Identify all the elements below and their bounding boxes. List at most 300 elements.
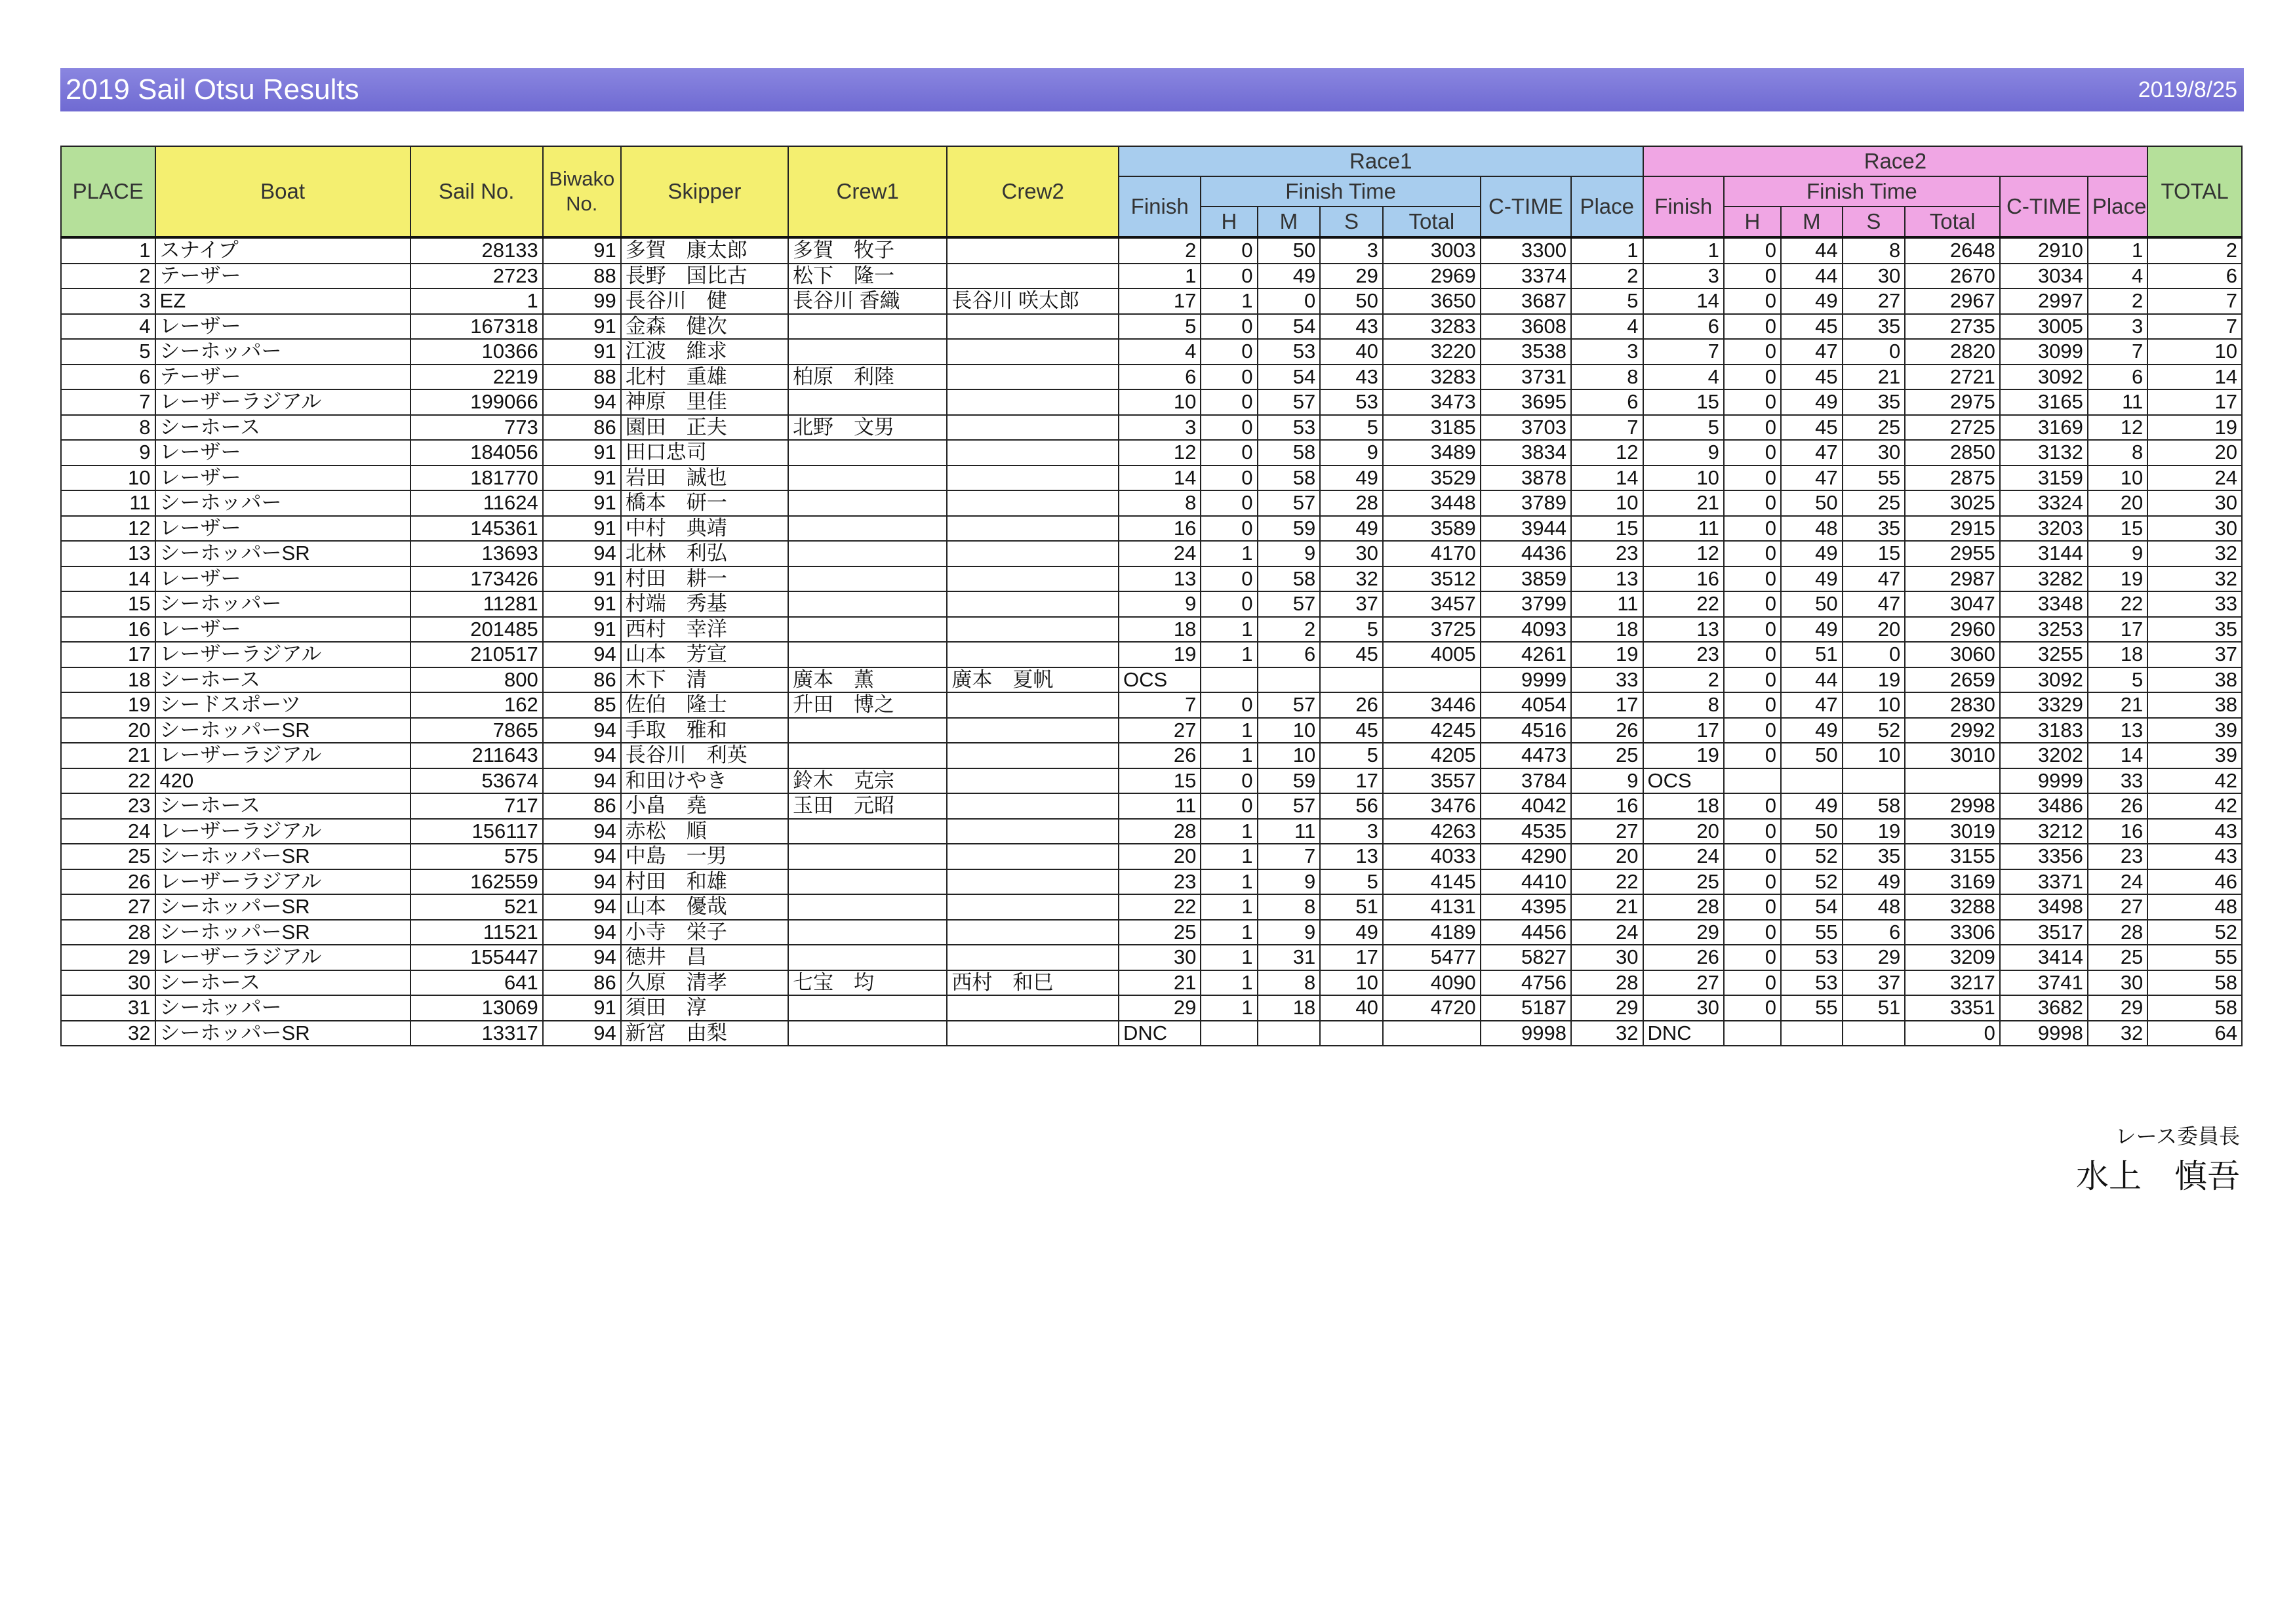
table-cell: 1 bbox=[1643, 237, 1724, 264]
table-cell: 23 bbox=[1119, 869, 1201, 895]
table-cell: 12 bbox=[1643, 541, 1724, 566]
table-cell: 0 bbox=[1724, 365, 1781, 390]
table-cell: 3217 bbox=[1905, 970, 2000, 996]
table-cell: 25 bbox=[1643, 869, 1724, 895]
table-cell: 0 bbox=[1724, 970, 1781, 996]
table-cell: 16 bbox=[61, 617, 155, 643]
table-cell: 3019 bbox=[1905, 819, 2000, 844]
table-cell: 49 bbox=[1781, 389, 1843, 415]
table-cell: 2670 bbox=[1905, 264, 2000, 289]
table-cell bbox=[788, 440, 947, 465]
table-cell: 3010 bbox=[1905, 743, 2000, 768]
table-cell: 88 bbox=[543, 365, 621, 390]
table-cell: 20 bbox=[1119, 844, 1201, 869]
table-cell: 4535 bbox=[1481, 819, 1571, 844]
table-cell: 3589 bbox=[1383, 516, 1481, 542]
table-cell: 9 bbox=[1320, 440, 1383, 465]
table-cell: 3799 bbox=[1481, 591, 1571, 617]
table-cell bbox=[788, 869, 947, 895]
table-cell: 0 bbox=[1201, 415, 1257, 441]
table-cell: 43 bbox=[2147, 819, 2242, 844]
table-cell: 94 bbox=[543, 642, 621, 667]
table-cell: 49 bbox=[1320, 516, 1383, 542]
race1-total: Total bbox=[1383, 207, 1481, 237]
table-cell: 1 bbox=[61, 237, 155, 264]
table-cell: 9 bbox=[1258, 869, 1321, 895]
table-cell: 3476 bbox=[1383, 793, 1481, 819]
table-cell: 3132 bbox=[2000, 440, 2088, 465]
table-cell: 38 bbox=[2147, 692, 2242, 718]
table-cell: 14 bbox=[61, 566, 155, 592]
table-cell: 3944 bbox=[1481, 516, 1571, 542]
table-cell: 3202 bbox=[2000, 743, 2088, 768]
table-cell: 3185 bbox=[1383, 415, 1481, 441]
table-cell: 3695 bbox=[1481, 389, 1571, 415]
table-cell: 4 bbox=[61, 314, 155, 340]
table-cell: 玉田 元昭 bbox=[788, 793, 947, 819]
table-cell: 3329 bbox=[2000, 692, 2088, 718]
table-cell: 27 bbox=[1643, 970, 1724, 996]
table-cell: 0 bbox=[1724, 591, 1781, 617]
table-cell: 30 bbox=[1119, 945, 1201, 970]
table-cell: 4205 bbox=[1383, 743, 1481, 768]
table-cell: 26 bbox=[1320, 692, 1383, 718]
table-cell: 9998 bbox=[1481, 1021, 1571, 1046]
table-cell: 2820 bbox=[1905, 339, 2000, 365]
table-cell: 17 bbox=[1571, 692, 1643, 718]
table-cell: 26 bbox=[2088, 793, 2147, 819]
table-cell bbox=[947, 465, 1119, 491]
table-cell: 0 bbox=[1201, 591, 1257, 617]
table-row bbox=[61, 490, 2242, 516]
table-cell: 35 bbox=[1843, 314, 1906, 340]
table-cell: 6 bbox=[2088, 365, 2147, 390]
table-cell bbox=[947, 819, 1119, 844]
table-cell: 長谷川 咲太郎 bbox=[947, 288, 1119, 314]
table-cell: 手取 雅和 bbox=[621, 718, 788, 743]
table-cell: 8 bbox=[1258, 894, 1321, 920]
table-cell: 13 bbox=[2088, 718, 2147, 743]
table-cell: 25 bbox=[2088, 945, 2147, 970]
table-row bbox=[61, 768, 2242, 794]
table-cell: 0 bbox=[1724, 920, 1781, 945]
table-cell: 4042 bbox=[1481, 793, 1571, 819]
table-cell: シーホッパーSR bbox=[155, 920, 410, 945]
table-cell: 20 bbox=[2147, 440, 2242, 465]
table-cell: 0 bbox=[1724, 389, 1781, 415]
table-cell: 12 bbox=[61, 516, 155, 542]
table-cell: 35 bbox=[2147, 617, 2242, 643]
table-cell: 1 bbox=[1119, 264, 1201, 289]
table-cell: 47 bbox=[1843, 566, 1906, 592]
table-cell: 2 bbox=[1643, 667, 1724, 693]
table-row bbox=[61, 642, 2242, 667]
table-cell: 5 bbox=[1320, 869, 1383, 895]
table-cell: 22 bbox=[1119, 894, 1201, 920]
table-cell: 4290 bbox=[1481, 844, 1571, 869]
table-row bbox=[61, 743, 2242, 768]
table-cell: 4456 bbox=[1481, 920, 1571, 945]
race2-header: Race2 bbox=[1643, 146, 2148, 176]
table-cell: 99 bbox=[543, 288, 621, 314]
table-cell: 0 bbox=[1724, 894, 1781, 920]
table-cell: シーホース bbox=[155, 667, 410, 693]
table-cell: 21 bbox=[1843, 365, 1906, 390]
table-cell: 7 bbox=[61, 389, 155, 415]
table-cell: 641 bbox=[410, 970, 543, 996]
table-cell: 14 bbox=[2088, 743, 2147, 768]
table-cell: 167318 bbox=[410, 314, 543, 340]
table-cell: 53 bbox=[1258, 339, 1321, 365]
table-cell: 2987 bbox=[1905, 566, 2000, 592]
table-row bbox=[61, 465, 2242, 491]
table-cell: 54 bbox=[1258, 365, 1321, 390]
table-cell: 7 bbox=[1571, 415, 1643, 441]
table-cell bbox=[947, 617, 1119, 643]
table-cell: 2219 bbox=[410, 365, 543, 390]
table-cell: 30 bbox=[2088, 970, 2147, 996]
table-cell: 9 bbox=[61, 440, 155, 465]
table-cell: 50 bbox=[1781, 743, 1843, 768]
table-cell: 26 bbox=[61, 869, 155, 895]
table-cell: 94 bbox=[543, 541, 621, 566]
table-cell: 27 bbox=[2088, 894, 2147, 920]
table-cell: 3414 bbox=[2000, 945, 2088, 970]
table-cell: 8 bbox=[61, 415, 155, 441]
col-place: PLACE bbox=[61, 146, 155, 237]
table-cell: 3159 bbox=[2000, 465, 2088, 491]
table-cell: 17 bbox=[61, 642, 155, 667]
table-cell: 22 bbox=[1643, 591, 1724, 617]
table-cell: 18 bbox=[2088, 642, 2147, 667]
table-cell: 33 bbox=[1571, 667, 1643, 693]
table-cell: 3457 bbox=[1383, 591, 1481, 617]
table-cell: 3165 bbox=[2000, 389, 2088, 415]
table-cell: 5 bbox=[1119, 314, 1201, 340]
table-cell: 94 bbox=[543, 844, 621, 869]
table-cell: DNC bbox=[1119, 1021, 1201, 1046]
table-cell: レーザー bbox=[155, 617, 410, 643]
table-cell: 35 bbox=[1843, 844, 1906, 869]
table-cell: 0 bbox=[1724, 793, 1781, 819]
table-cell: 2997 bbox=[2000, 288, 2088, 314]
table-cell: 3731 bbox=[1481, 365, 1571, 390]
table-cell: 49 bbox=[1781, 718, 1843, 743]
table-cell: 49 bbox=[1258, 264, 1321, 289]
table-row bbox=[61, 516, 2242, 542]
table-cell: 0 bbox=[1724, 516, 1781, 542]
table-cell bbox=[947, 541, 1119, 566]
table-cell: 17 bbox=[1119, 288, 1201, 314]
table-cell: 0 bbox=[1724, 314, 1781, 340]
table-cell: 28 bbox=[61, 920, 155, 945]
table-cell: 11 bbox=[1571, 591, 1643, 617]
table-cell: 29 bbox=[1571, 995, 1643, 1021]
table-cell: 3 bbox=[61, 288, 155, 314]
table-cell: 9 bbox=[1571, 768, 1643, 794]
table-cell: 57 bbox=[1258, 692, 1321, 718]
table-cell: 3538 bbox=[1481, 339, 1571, 365]
race2-s: S bbox=[1843, 207, 1906, 237]
table-cell: OCS bbox=[1643, 768, 1724, 794]
table-cell: 52 bbox=[1843, 718, 1906, 743]
table-cell: 28 bbox=[1119, 819, 1201, 844]
table-cell: スナイプ bbox=[155, 237, 410, 264]
table-cell bbox=[1383, 1021, 1481, 1046]
table-cell bbox=[788, 566, 947, 592]
table-cell: 長谷川 香織 bbox=[788, 288, 947, 314]
table-cell: シーホース bbox=[155, 415, 410, 441]
table-cell bbox=[947, 945, 1119, 970]
table-cell: 10 bbox=[61, 465, 155, 491]
table-cell: 10 bbox=[1119, 389, 1201, 415]
table-cell: 45 bbox=[1781, 415, 1843, 441]
table-cell: シーホッパー bbox=[155, 591, 410, 617]
race1-h: H bbox=[1201, 207, 1257, 237]
table-cell: 8 bbox=[1643, 692, 1724, 718]
table-cell: 3529 bbox=[1383, 465, 1481, 491]
table-cell: 4 bbox=[1119, 339, 1201, 365]
table-cell: 3169 bbox=[1905, 869, 2000, 895]
table-cell: 420 bbox=[155, 768, 410, 794]
table-cell: 29 bbox=[1843, 945, 1906, 970]
table-cell: 3834 bbox=[1481, 440, 1571, 465]
table-cell: 23 bbox=[2088, 844, 2147, 869]
table-cell: 94 bbox=[543, 743, 621, 768]
table-cell: 23 bbox=[1571, 541, 1643, 566]
race2-finish-time: Finish Time bbox=[1724, 176, 2000, 207]
race1-finish-time: Finish Time bbox=[1201, 176, 1480, 207]
table-cell: 30 bbox=[1320, 541, 1383, 566]
table-cell: 4090 bbox=[1383, 970, 1481, 996]
table-row bbox=[61, 692, 2242, 718]
table-cell: テーザー bbox=[155, 365, 410, 390]
table-cell: 23 bbox=[1643, 642, 1724, 667]
table-cell: 53 bbox=[1781, 945, 1843, 970]
table-cell bbox=[788, 743, 947, 768]
table-cell: 3282 bbox=[2000, 566, 2088, 592]
table-cell: 30 bbox=[2147, 490, 2242, 516]
table-cell: 51 bbox=[1320, 894, 1383, 920]
table-cell bbox=[947, 995, 1119, 1021]
table-cell: 3288 bbox=[1905, 894, 2000, 920]
page-title: 2019 Sail Otsu Results bbox=[66, 73, 359, 106]
table-cell: 21 bbox=[1119, 970, 1201, 996]
table-cell: 17 bbox=[1320, 945, 1383, 970]
table-cell bbox=[947, 237, 1119, 264]
table-cell: 14 bbox=[1643, 288, 1724, 314]
table-cell: 17 bbox=[2088, 617, 2147, 643]
table-cell: 49 bbox=[1320, 920, 1383, 945]
table-cell: 15 bbox=[61, 591, 155, 617]
table-cell: 3203 bbox=[2000, 516, 2088, 542]
table-cell: 18 bbox=[1643, 793, 1724, 819]
table-cell: 11 bbox=[61, 490, 155, 516]
table-cell: 27 bbox=[61, 894, 155, 920]
table-cell: 91 bbox=[543, 995, 621, 1021]
table-cell: 47 bbox=[1781, 465, 1843, 491]
table-cell: 94 bbox=[543, 768, 621, 794]
table-cell: 27 bbox=[1571, 819, 1643, 844]
table-cell: 32 bbox=[61, 1021, 155, 1046]
table-cell: 26 bbox=[1119, 743, 1201, 768]
table-row bbox=[61, 365, 2242, 390]
table-cell: 9999 bbox=[2000, 768, 2088, 794]
table-cell: 37 bbox=[1320, 591, 1383, 617]
table-cell: 1 bbox=[1201, 743, 1257, 768]
table-cell bbox=[788, 314, 947, 340]
table-cell: 24 bbox=[2088, 869, 2147, 895]
table-cell bbox=[1781, 1021, 1843, 1046]
table-cell: 須田 淳 bbox=[621, 995, 788, 1021]
table-cell: 210517 bbox=[410, 642, 543, 667]
table-cell: 0 bbox=[1258, 288, 1321, 314]
table-cell: 中村 典靖 bbox=[621, 516, 788, 542]
table-cell bbox=[788, 490, 947, 516]
table-cell: 20 bbox=[61, 718, 155, 743]
table-cell: 3789 bbox=[1481, 490, 1571, 516]
table-cell: 3703 bbox=[1481, 415, 1571, 441]
table-cell: 54 bbox=[1781, 894, 1843, 920]
table-cell: 91 bbox=[543, 516, 621, 542]
table-cell: 3212 bbox=[2000, 819, 2088, 844]
table-cell: 53 bbox=[1781, 970, 1843, 996]
table-cell: 575 bbox=[410, 844, 543, 869]
table-cell: 156117 bbox=[410, 819, 543, 844]
table-cell bbox=[947, 793, 1119, 819]
table-cell: 4054 bbox=[1481, 692, 1571, 718]
table-cell: 28 bbox=[1643, 894, 1724, 920]
table-cell: 長谷川 利英 bbox=[621, 743, 788, 768]
table-cell: 16 bbox=[1571, 793, 1643, 819]
table-cell: 521 bbox=[410, 894, 543, 920]
table-cell: 20 bbox=[1643, 819, 1724, 844]
table-cell: 5 bbox=[1320, 415, 1383, 441]
table-cell: 58 bbox=[2147, 995, 2242, 1021]
table-cell: 江波 維求 bbox=[621, 339, 788, 365]
table-cell: 3448 bbox=[1383, 490, 1481, 516]
table-cell: 1 bbox=[1201, 642, 1257, 667]
table-cell: 7865 bbox=[410, 718, 543, 743]
table-cell: 58 bbox=[1258, 465, 1321, 491]
table-cell: 32 bbox=[2088, 1021, 2147, 1046]
table-cell: 88 bbox=[543, 264, 621, 289]
table-cell: 中島 一男 bbox=[621, 844, 788, 869]
table-cell: 3144 bbox=[2000, 541, 2088, 566]
table-cell: 0 bbox=[1905, 1021, 2000, 1046]
table-cell bbox=[1843, 1021, 1906, 1046]
table-cell: 2 bbox=[61, 264, 155, 289]
table-cell: 3 bbox=[1320, 819, 1383, 844]
table-cell: 45 bbox=[1781, 365, 1843, 390]
table-cell: 51 bbox=[1843, 995, 1906, 1021]
table-cell: 2 bbox=[1258, 617, 1321, 643]
table-cell: レーザー bbox=[155, 440, 410, 465]
table-cell: 4 bbox=[1643, 365, 1724, 390]
table-cell: 6 bbox=[61, 365, 155, 390]
table-cell: 19 bbox=[1843, 667, 1906, 693]
table-cell: シーホッパー bbox=[155, 995, 410, 1021]
table-cell: 22 bbox=[1571, 869, 1643, 895]
table-cell: 4261 bbox=[1481, 642, 1571, 667]
table-cell bbox=[788, 920, 947, 945]
table-cell: 佐伯 隆士 bbox=[621, 692, 788, 718]
table-cell: 52 bbox=[2147, 920, 2242, 945]
table-cell: 13 bbox=[1643, 617, 1724, 643]
table-row bbox=[61, 288, 2242, 314]
table-cell: 42 bbox=[2147, 768, 2242, 794]
table-cell bbox=[1781, 768, 1843, 794]
table-cell: 4473 bbox=[1481, 743, 1571, 768]
table-cell: 35 bbox=[1843, 389, 1906, 415]
table-cell bbox=[947, 490, 1119, 516]
table-cell: 7 bbox=[1119, 692, 1201, 718]
table-cell bbox=[947, 264, 1119, 289]
table-cell: 3283 bbox=[1383, 365, 1481, 390]
table-cell: レーザーラジアル bbox=[155, 389, 410, 415]
table-row bbox=[61, 440, 2242, 465]
table-cell: 多賀 牧子 bbox=[788, 237, 947, 264]
table-cell: 0 bbox=[1201, 516, 1257, 542]
table-cell: シーホッパーSR bbox=[155, 1021, 410, 1046]
table-cell: 15 bbox=[1571, 516, 1643, 542]
table-cell: 25 bbox=[61, 844, 155, 869]
table-row bbox=[61, 339, 2242, 365]
table-row bbox=[61, 793, 2242, 819]
table-cell: 4436 bbox=[1481, 541, 1571, 566]
table-cell: 3092 bbox=[2000, 365, 2088, 390]
table-cell: 25 bbox=[1119, 920, 1201, 945]
table-cell: 3517 bbox=[2000, 920, 2088, 945]
table-cell: 32 bbox=[1320, 566, 1383, 592]
committee-role: レース委員長 bbox=[2115, 1124, 2240, 1149]
table-cell: 0 bbox=[1201, 490, 1257, 516]
table-cell: 48 bbox=[1781, 516, 1843, 542]
table-cell: 94 bbox=[543, 389, 621, 415]
table-cell bbox=[947, 516, 1119, 542]
table-cell: 9999 bbox=[1481, 667, 1571, 693]
table-cell: 0 bbox=[1724, 490, 1781, 516]
table-row bbox=[61, 844, 2242, 869]
table-cell: 59 bbox=[1258, 768, 1321, 794]
table-cell: 50 bbox=[1258, 237, 1321, 264]
table-row bbox=[61, 819, 2242, 844]
table-cell: 6 bbox=[1119, 365, 1201, 390]
table-cell: 2659 bbox=[1905, 667, 2000, 693]
table-cell: 9 bbox=[1119, 591, 1201, 617]
table-cell: 145361 bbox=[410, 516, 543, 542]
table-cell: 45 bbox=[1320, 642, 1383, 667]
table-cell: 40 bbox=[1320, 339, 1383, 365]
table-cell: 10 bbox=[1320, 970, 1383, 996]
col-boat: Boat bbox=[155, 146, 410, 237]
table-cell: 28 bbox=[2088, 920, 2147, 945]
table-cell: 8 bbox=[1258, 970, 1321, 996]
table-cell: 55 bbox=[1781, 920, 1843, 945]
table-cell: テーザー bbox=[155, 264, 410, 289]
table-cell: 7 bbox=[1258, 844, 1321, 869]
table-cell bbox=[1201, 667, 1257, 693]
table-cell bbox=[788, 642, 947, 667]
table-cell bbox=[788, 591, 947, 617]
table-cell: 4033 bbox=[1383, 844, 1481, 869]
race2-total: Total bbox=[1905, 207, 2000, 237]
table-cell: 0 bbox=[1724, 264, 1781, 289]
table-cell: 1 bbox=[1201, 995, 1257, 1021]
table-cell: 86 bbox=[543, 793, 621, 819]
table-row bbox=[61, 264, 2242, 289]
table-cell: 10 bbox=[2088, 465, 2147, 491]
